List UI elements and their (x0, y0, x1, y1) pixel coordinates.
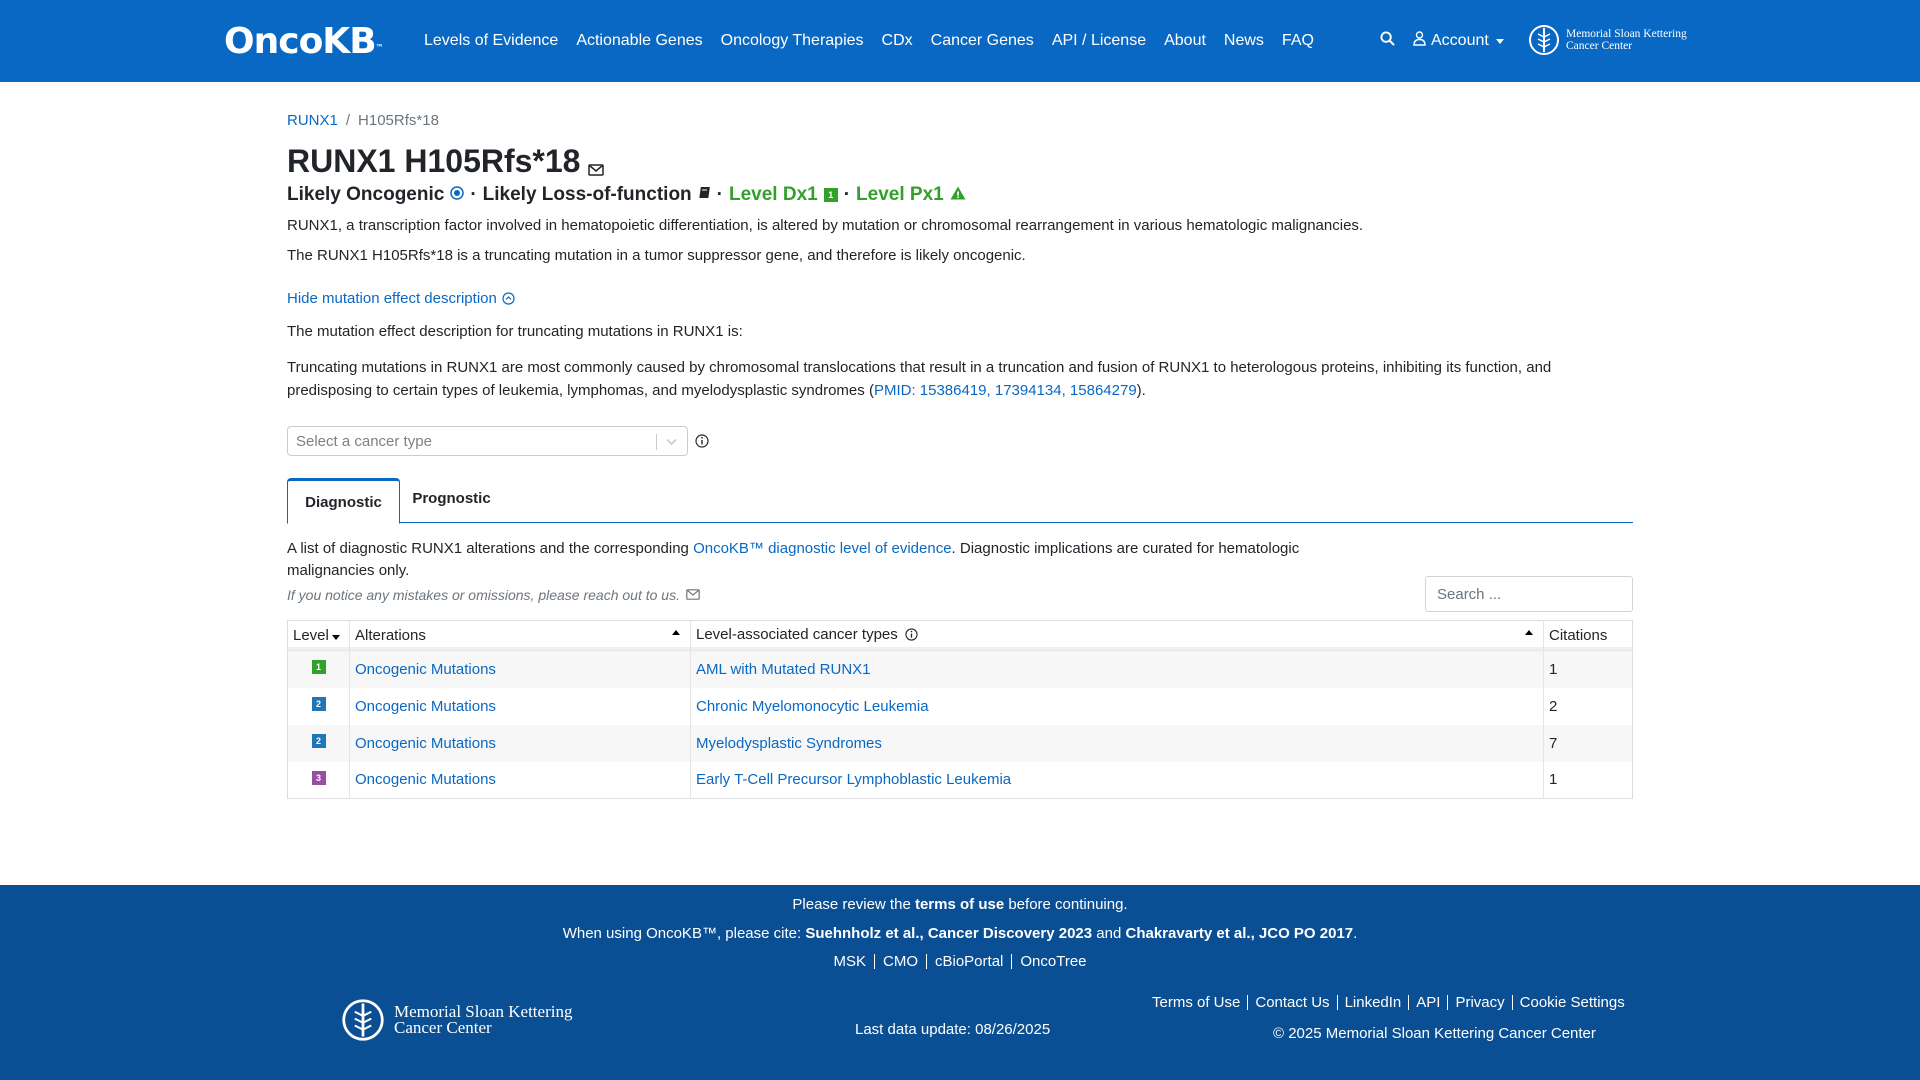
breadcrumb-alteration: H105Rfs*18 (358, 112, 439, 129)
pmid-links[interactable]: PMID: 15386419, 17394134, 15864279 (873, 382, 1137, 399)
citations-cell[interactable]: 7 (1549, 734, 1558, 752)
msk-footer-logo[interactable] (341, 995, 572, 1045)
summary-dot: · (843, 184, 851, 205)
level-cell (288, 688, 350, 725)
alteration-cell (350, 688, 691, 725)
nav-api-license[interactable]: API / License (1051, 32, 1147, 49)
diagnostic-table (287, 620, 1633, 799)
nav-news[interactable]: News (1223, 32, 1264, 49)
page-title-text: RUNX1 H105Rfs*18 (287, 143, 581, 179)
table-row (288, 725, 1633, 762)
cite-and: and (1092, 925, 1126, 942)
mutation-effect-description (287, 356, 1633, 402)
info-icon[interactable] (905, 628, 918, 645)
effect-text-end: ). (1136, 382, 1146, 399)
terms-text: Please review the (792, 896, 915, 913)
diagnostic-level-link[interactable]: OncoKB™ diagnostic level of evidence (693, 540, 952, 557)
breadcrumb-separator: / (345, 112, 351, 129)
msk-line-1: Memorial Sloan Kettering (1566, 28, 1687, 40)
top-navbar (0, 0, 1920, 82)
sort-asc-icon (1525, 630, 1533, 635)
search-icon[interactable] (1380, 31, 1395, 51)
cancer-type-cell (691, 762, 1544, 799)
cancer-type-select[interactable] (287, 426, 688, 456)
gene-summary: RUNX1, a transcription factor involved in hematopoietic differentiation, is altered by mutation or chromosomal rearrangement in various hematologic malignancies. (287, 217, 1364, 234)
nav-about[interactable]: About (1164, 32, 1206, 49)
nav-cancer-genes[interactable]: Cancer Genes (930, 32, 1034, 49)
cancer-type-select-placeholder: Select a cancer type (296, 432, 432, 450)
account-label: Account (1431, 32, 1489, 49)
partner-links (0, 954, 1920, 969)
toggle-label: Hide mutation effect description (287, 290, 497, 307)
nav-faq[interactable]: FAQ (1281, 32, 1314, 49)
msk-header-logo[interactable] (1528, 22, 1687, 58)
cite-link-2[interactable]: Chakravarty et al., JCO PO 2017 (1125, 925, 1354, 942)
level-px1-warning-icon[interactable] (950, 184, 966, 206)
footer-link-api[interactable]: API (1408, 995, 1447, 1010)
column-header-citations[interactable] (1544, 621, 1633, 651)
diagnostic-desc-text-end: . Diagnostic implications are curated for hematologic malignancies only. (287, 540, 1300, 579)
cancer-type-link[interactable]: Early T-Cell Precursor Lymphoblastic Leukemia (696, 771, 1012, 789)
cancer-type-link[interactable]: AML with Mutated RUNX1 (696, 660, 871, 678)
feedback-note-text: If you notice any mistakes or omissions, please reach out to us. (287, 587, 680, 603)
level-1-icon[interactable]: 1 (312, 660, 326, 674)
footer-link-msk[interactable]: MSK (833, 953, 866, 970)
msk-line-2: Cancer Center (1566, 40, 1633, 52)
citations-cell[interactable]: 1 (1549, 660, 1558, 678)
nav-actionable-genes[interactable]: Actionable Genes (576, 32, 703, 49)
tab-prognostic[interactable]: Prognostic (412, 489, 491, 507)
cite-text: When using OncoKB™, please cite: (562, 925, 806, 942)
cancer-type-cell (691, 725, 1544, 762)
column-alterations-label: Alterations (355, 627, 426, 644)
nav-oncology-therapies[interactable]: Oncology Therapies (720, 32, 864, 49)
footer-link-privacy[interactable]: Privacy (1447, 995, 1511, 1010)
alteration-cell (350, 725, 691, 762)
alteration-cell (350, 651, 691, 688)
column-header-alterations[interactable] (350, 621, 691, 651)
citations-cell[interactable]: 2 (1549, 697, 1558, 715)
copyright: © 2025 Memorial Sloan Kettering Cancer Center (1273, 1025, 1596, 1042)
footer-link-cbioportal[interactable]: cBioPortal (926, 954, 1011, 969)
info-icon[interactable] (695, 434, 709, 453)
page-title (287, 139, 604, 184)
cancer-type-cell (691, 651, 1544, 688)
column-citations-label: Citations (1549, 627, 1608, 644)
cite-end: . (1353, 925, 1358, 942)
footer (0, 885, 1920, 1080)
footer-right-links (1150, 995, 1632, 1010)
chevron-down-icon[interactable] (665, 435, 678, 452)
diagnostic-description (287, 538, 1347, 582)
alteration-cell (350, 762, 691, 799)
level-2-icon[interactable]: 2 (312, 734, 326, 748)
level-cell (288, 762, 350, 799)
cite-link-1[interactable]: Suehnholz et al., Cancer Discovery 2023 (805, 925, 1093, 942)
citation-notice (0, 925, 1920, 942)
chevron-up-circle-icon (502, 292, 515, 305)
level-2-icon[interactable]: 2 (312, 697, 326, 711)
level-cell (288, 725, 350, 762)
sort-desc-icon (332, 635, 340, 640)
mail-icon[interactable] (588, 147, 604, 184)
nav-levels-of-evidence[interactable]: Levels of Evidence (424, 32, 559, 49)
footer-link-linkedin[interactable]: LinkedIn (1337, 995, 1409, 1010)
sort-asc-icon (672, 630, 680, 635)
column-header-cancer-types[interactable] (691, 621, 1544, 651)
terms-text-end: before continuing. (1004, 896, 1128, 913)
alteration-link[interactable]: Oncogenic Mutations (355, 771, 496, 789)
alteration-link[interactable]: Oncogenic Mutations (355, 697, 496, 715)
select-separator (656, 434, 657, 450)
alteration-link[interactable]: Oncogenic Mutations (355, 660, 496, 678)
oncokb-logo[interactable]: OncoKB™ (224, 21, 383, 62)
implication-tabs (287, 478, 1633, 523)
footer-link-contact[interactable]: Contact Us (1247, 995, 1336, 1010)
caret-down-icon (1496, 39, 1504, 44)
user-icon (1413, 31, 1426, 51)
level-dx-label: Level Dx1 (728, 184, 818, 205)
footer-link-cmo[interactable]: CMO (874, 954, 926, 969)
diagnostic-desc-text: A list of diagnostic RUNX1 alterations and the corresponding (287, 540, 694, 557)
table-search-input[interactable] (1425, 576, 1633, 612)
table-row (288, 651, 1633, 688)
level-3-icon[interactable]: 3 (312, 771, 326, 785)
feedback-note (287, 587, 700, 603)
terms-of-use-link[interactable]: terms of use (914, 896, 1005, 913)
column-header-level[interactable] (288, 621, 350, 651)
footer-link-terms[interactable]: Terms of Use (1152, 994, 1241, 1011)
footer-link-oncotree[interactable]: OncoTree (1011, 954, 1094, 969)
effect-text: Truncating mutations in RUNX1 are most commonly caused by chromosomal translocations that result in a truncation and fusion of RUNX1 to heterologous proteins, inhibiting its function, and predisposing to certain types of leukemia, lymphomas, and myelodysplastic syndromes ( (287, 359, 1552, 399)
column-level-label: Level (293, 627, 329, 644)
level-px-label: Level Px1 (856, 184, 944, 205)
cancer-type-cell (691, 688, 1544, 725)
variant-summary: The RUNX1 H105Rfs*18 is a truncating mutation in a tumor suppressor gene, and therefore is likely oncogenic. (287, 247, 1026, 264)
terms-notice (0, 896, 1920, 913)
hide-mutation-effect-toggle[interactable] (287, 290, 515, 307)
summary-dot: · (716, 184, 723, 205)
msk-footer-line-2: Cancer Center (394, 1018, 492, 1037)
oncogenicity-label: Likely Oncogenic (287, 184, 445, 205)
table-row (288, 762, 1633, 799)
breadcrumb-gene-link[interactable]: RUNX1 (287, 112, 338, 129)
last-data-update: Last data update: 08/26/2025 (855, 1021, 1051, 1038)
tab-diagnostic[interactable]: Diagnostic (287, 478, 400, 524)
table-row (288, 688, 1633, 725)
alteration-summary (287, 184, 966, 206)
level-cell (288, 651, 350, 688)
footer-link-cookie-settings[interactable]: Cookie Settings (1512, 995, 1632, 1010)
level-dx1-icon[interactable]: 1 (824, 188, 838, 202)
column-cancer-types-label: Level-associated cancer types (696, 626, 898, 643)
nav-cdx[interactable]: CDx (881, 32, 913, 49)
citations-cell[interactable]: 1 (1549, 771, 1558, 789)
breadcrumb (287, 112, 439, 129)
cancer-type-link[interactable]: Myelodysplastic Syndromes (696, 734, 882, 752)
msk-emblem-icon (1528, 22, 1560, 58)
summary-dot: · (470, 184, 477, 205)
mutation-effect-intro: The mutation effect description for truncating mutations in RUNX1 is: (287, 323, 743, 340)
account-menu[interactable] (1413, 31, 1504, 51)
mutation-effect-label: Likely Loss-of-function (482, 184, 692, 205)
nav-menu (415, 0, 1323, 82)
oncogenic-target-icon[interactable] (450, 184, 464, 206)
mail-icon[interactable] (686, 587, 700, 603)
svg-text:!: ! (955, 191, 960, 200)
cancer-type-link[interactable]: Chronic Myelomonocytic Leukemia (696, 697, 929, 715)
book-icon[interactable] (698, 184, 711, 206)
msk-footer-line-1: Memorial Sloan Kettering (394, 1002, 573, 1021)
alteration-link[interactable]: Oncogenic Mutations (355, 734, 496, 752)
msk-emblem-icon (341, 995, 385, 1045)
